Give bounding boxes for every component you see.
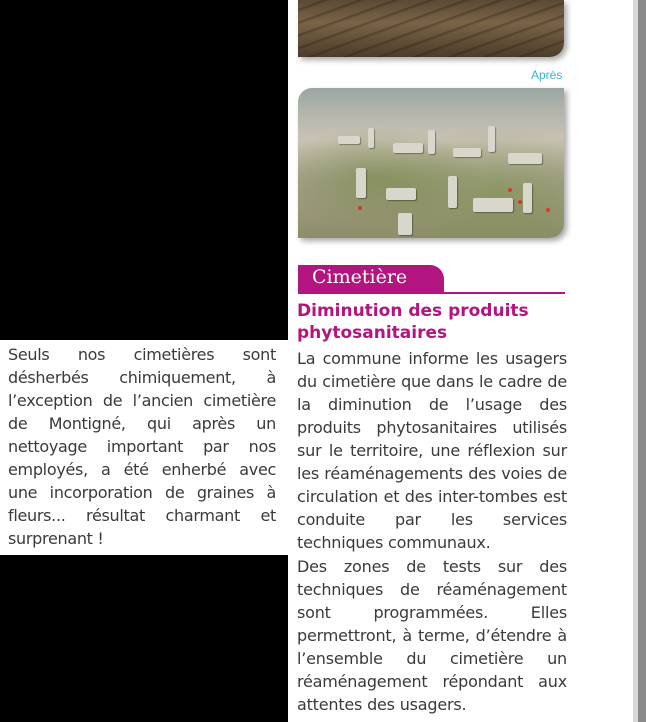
section-tab-underline [298,292,565,294]
poppy-flower [508,188,512,192]
page-edge [638,0,646,722]
section-paragraph-1: La commune informe les usagers du cimetière que dans le cadre de la diminution de l’usage des produits phytosanitaires utilisés sur le territoire, une réflexion sur les réaménagements des voies de circulation et des inter-tombes est conduite par les services techniques communaux. [297,349,567,552]
gravestone [508,153,542,164]
gravestone [453,148,481,157]
gravestone [356,168,366,198]
section-subtitle: Diminution des produits phytosanitaires [297,301,529,343]
section-tab [298,265,444,292]
poppy-flower [358,206,362,210]
section-tab-label: Cimetière [312,266,408,288]
gravestone [428,130,435,154]
gravestone [488,126,495,152]
left-paragraph: Seuls nos cimetières sont désherbés chimiquement, à l’exception de l’ancien cimetière de Montigné, qui après un nettoyage important par nos employés, a été enherbé avec une incorporation de graines à fleurs... résultat charmant et surprenant ! [8,345,276,548]
gravestone [368,128,374,148]
redacted-block-top [0,0,288,340]
photo-before [298,0,564,57]
redacted-block-bottom [0,555,288,722]
photo-caption-after: Après [531,68,563,82]
photo-after-cemetery [298,88,564,238]
gravestone [473,198,513,212]
section-paragraph-2: Des zones de tests sur des techniques de réaménagement sont programmées. Elles permettront, à terme, d’étendre à l’ensemble du cimetière un réaménagement répondant aux attentes des usagers. [297,557,567,714]
poppy-flower [518,200,522,204]
gravestone [448,176,457,208]
gravestone [393,143,423,153]
gravestone [523,183,532,213]
gravestone [338,136,360,144]
gravestone [398,213,412,235]
poppy-flower [546,208,550,212]
gravestone [386,188,416,200]
